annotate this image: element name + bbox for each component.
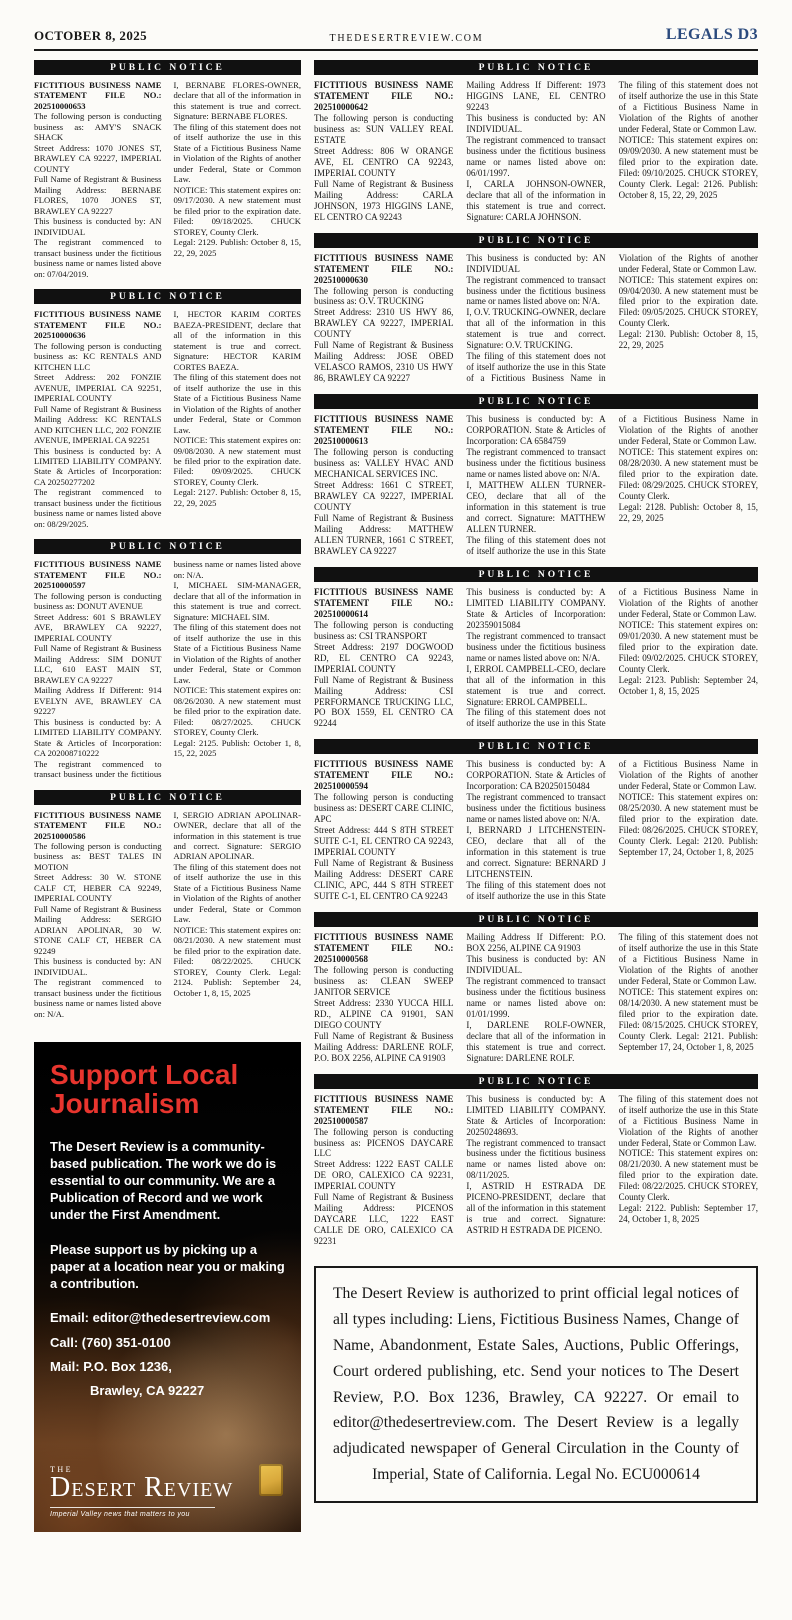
notice-paragraph: Street Address: 444 S 8TH STREET SUITE C-1, EL CENTRO CA 92243, IMPERIAL COUNTY <box>314 825 454 858</box>
notice-title: FICTITIOUS BUSINESS NAME STATEMENT FILE NO.: 202510000597 <box>34 559 162 591</box>
notice-paragraph: This business is conducted by: AN INDIVIDUAL. <box>466 112 606 134</box>
notice-paragraph: I, HECTOR KARIM CORTES BAEZA-PRESIDENT, declare that all of the information in this statement is true and correct. Signature: HECTOR KARIM CORTES BAEZA. <box>173 309 301 372</box>
public-notice-bar <box>314 739 758 754</box>
public-notice-label: PUBLIC NOTICE <box>478 397 594 408</box>
notice-paragraph: NOTICE: This statement expires on: 08/25/2030. A new statement must be filed prior to the expiration date. Filed: 08/26/2025. CHUCK STOREY, County Clerk. Legal: 2120. Publish: September 17, 24, October 1, 8, 2025 <box>618 792 758 858</box>
public-notice-bar <box>34 289 301 304</box>
notice-paragraph: NOTICE: This statement expires on: 09/01/2030. A new statement must be filed prior to the expiration date. Filed: 09/02/2025. CHUCK STOREY, County Clerk. <box>618 619 758 674</box>
authorization-notice-box <box>314 1266 758 1503</box>
website-url: THEDESERTREVIEW.COM <box>329 33 484 44</box>
public-notice-label: PUBLIC NOTICE <box>110 792 225 803</box>
notice-body <box>314 80 758 223</box>
public-notice-bar <box>314 567 758 582</box>
notice-body <box>314 932 758 1064</box>
notice-paragraph: The following person is conducting business as: CSI TRANSPORT <box>314 619 454 641</box>
ad-mail-line2: Brawley, CA 92227 <box>90 1383 205 1399</box>
notice-body <box>34 559 301 779</box>
notice-title: FICTITIOUS BUSINESS NAME STATEMENT FILE NO.: 202510000586 <box>34 809 162 841</box>
ad-body-text: The Desert Review is a community-based publication. The work we do is essential to our community. We are a Publication of Record and we work under the First Amendment. <box>50 1139 277 1223</box>
notice-paragraph: The following person is conducting business as: CLEAN SWEEP JANITOR SERVICE <box>314 964 454 997</box>
notice-paragraph: The filing of this statement does not of itself authorize the use in this State of a Fictitious Business Name in Violation of the Rights of another under Federal, State or Common Law. <box>173 372 301 435</box>
notice-paragraph: I, DARLENE ROLF-OWNER, declare that all of the information in this statement is true and correct. Signature: DARLENE ROLF. <box>466 1019 606 1063</box>
notice-paragraph: The following person is conducting business as: PICENOS DAYCARE LLC <box>314 1126 454 1159</box>
notice-paragraph: The filing of this statement does not of itself authorize the use in this State of a Fictitious Business Name in Violation of the Rights of another under Federal, State or Common Law. <box>173 861 301 925</box>
notice-paragraph: The filing of this statement does not of itself authorize the use in this State of a Fictitious Business Name in Violation of the Rights of another under Federal, State or Common Law. <box>466 586 758 729</box>
notice-paragraph: This business is conducted by: A LIMITED LIABILITY COMPANY. State & Articles of Incorporation: 20250248693. <box>466 1093 606 1137</box>
notice-paragraph: This business is conducted by: AN INDIVIDUAL <box>466 252 606 274</box>
notice-paragraph: This business is conducted by: A CORPORATION. State & Articles of Incorporation: CA 6584759 <box>466 414 606 447</box>
notice-paragraph: Full Name of Registrant & Business Mailing Address: JOSE OBED VELASCO RAMOS, 2310 US HWY 86, BRAWLEY CA 92227 <box>314 340 454 384</box>
authorization-text: The Desert Review is authorized to print official legal notices of all types including: Liens, Fictitious Business Names, Change of Name, Abandonment, Estate Sales, Auctions, Public Offerings, Court ordered publishing, etc. Send your notices to The Desert Review, P.O. Box 1236, Brawley, CA 92227. Or email to editor@thedesertreview.com. The Desert Review is a legally adjudicated newspaper of General Circulation in the County of Imperial, State of California. Legal No. ECU000614 <box>333 1285 739 1484</box>
legal-notice <box>34 289 301 529</box>
notice-paragraph: Street Address: 2330 YUCCA HILL RD., ALPINE CA 91901, SAN DIEGO COUNTY <box>314 997 454 1030</box>
public-notice-label: PUBLIC NOTICE <box>478 235 594 246</box>
notice-paragraph: This business is conducted by: AN INDIVIDUAL. <box>34 956 162 977</box>
notice-paragraph: Mailing Address If Different: 914 EVELYN AVE, BRAWLEY CA 92227 <box>34 685 162 717</box>
legal-notice <box>34 539 301 779</box>
notice-paragraph: Legal: 2128. Publish: October 8, 15, 22, 29, 2025 <box>618 501 758 523</box>
notice-paragraph: Street Address: 2310 US HWY 86, BRAWLEY CA 92227, IMPERIAL COUNTY <box>314 307 454 340</box>
notice-paragraph: The registrant commenced to transact business under the fictitious business name or names listed above on: 07/04/2019. <box>34 237 162 279</box>
notice-paragraph: NOTICE: This statement expires on: 08/21/2030. A new statement must be filed prior to the expiration date. Filed: 08/22/2025. CHUCK STOREY, County Clerk. <box>618 1148 758 1203</box>
legal-notice <box>314 394 758 557</box>
legal-notice <box>314 1074 758 1248</box>
public-notice-label: PUBLIC NOTICE <box>110 292 225 303</box>
notice-paragraph: This business is conducted by: AN INDIVIDUAL <box>34 216 162 237</box>
notice-paragraph: Full Name of Registrant & Business Mailing Address: DARLENE ROLF, P.O. BOX 2256, ALPINE CA 91903 <box>314 1030 454 1063</box>
notice-body <box>34 80 301 279</box>
notice-paragraph: Full Name of Registrant & Business Mailing Address: SIM DONUT LLC, 610 EAST MAIN ST, BRAWLEY CA 92227 <box>34 643 162 685</box>
notice-paragraph: NOTICE: This statement expires on: 08/28/2030. A new statement must be filed prior to the expiration date. Filed: 08/29/2025. CHUCK STOREY, County Clerk. <box>618 447 758 501</box>
notice-paragraph: I, SERGIO ADRIAN APOLINAR-OWNER, declare that all of the information in this statement is true and correct. Signature: SERGIO ADRIAN APOLINAR. <box>173 809 301 862</box>
public-notice-label: PUBLIC NOTICE <box>478 915 594 925</box>
notice-paragraph: NOTICE: This statement expires on: 09/08/2030. A new statement must be filed prior to the expiration date. Filed: 09/09/2025. CHUCK STOREY, County Clerk. <box>173 435 301 487</box>
notice-paragraph: I, BERNABE FLORES-OWNER, declare that all of the information in this statement is true and correct. Signature: BERNABE FLORES. <box>173 80 301 122</box>
gold-seal-badge-icon <box>259 1464 283 1496</box>
notice-paragraph: Street Address: 202 FONZIE AVENUE, IMPERIAL CA 92251, IMPERIAL COUNTY <box>34 372 162 404</box>
public-notice-label: PUBLIC NOTICE <box>478 63 594 73</box>
notice-paragraph: The registrant commenced to transact business under the fictitious business name or names listed above on: 08/11/2025. <box>466 1137 606 1181</box>
notice-paragraph: The registrant commenced to transact business under the fictitious business name or names listed above on: N/A. <box>34 559 301 780</box>
notice-paragraph: Legal: 2122. Publish: September 17, 24, October 1, 8, 2025 <box>618 1203 758 1225</box>
notice-title: FICTITIOUS BUSINESS NAME STATEMENT FILE NO.: 202510000613 <box>314 414 454 447</box>
notice-paragraph: This business is conducted by: A LIMITED LIABILITY COMPANY. State & Articles of Incorporation: CA 202008710222 <box>34 716 162 759</box>
notice-body <box>314 587 758 730</box>
notice-title: FICTITIOUS BUSINESS NAME STATEMENT FILE NO.: 202510000642 <box>314 80 454 112</box>
notice-body <box>34 810 301 1020</box>
legal-notice <box>314 60 758 223</box>
public-notice-label: PUBLIC NOTICE <box>478 569 594 580</box>
left-notices-region <box>34 60 301 1038</box>
notice-paragraph: The following person is conducting business as: SUN VALLEY REAL ESTATE <box>314 112 454 145</box>
notice-paragraph: The filing of this statement does not of itself authorize the use in this State of a Fictitious Business Name in Violation of the Rights of another under Federal, State or Common Law. <box>173 121 301 185</box>
notice-title: FICTITIOUS BUSINESS NAME STATEMENT FILE NO.: 202510000636 <box>34 309 162 341</box>
notice-paragraph: The following person is conducting business as: KC RENTALS AND KITCHEN LLC <box>34 340 162 372</box>
notice-paragraph: The filing of this statement does not of itself authorize the use in this State of a Fictitious Business Name in Violation of the Rights of another under Federal, State or Common Law. <box>466 252 758 384</box>
notice-title: FICTITIOUS BUSINESS NAME STATEMENT FILE NO.: 202510000630 <box>314 252 454 285</box>
public-notice-bar <box>314 912 758 927</box>
legal-notice <box>314 912 758 1064</box>
notice-paragraph: Street Address: 1070 JONES ST, BRAWLEY CA 92227, IMPERIAL COUNTY <box>34 142 162 174</box>
public-notice-bar <box>34 539 301 554</box>
notice-paragraphs <box>34 810 301 1020</box>
section-label: LEGALS D3 <box>665 26 758 43</box>
notice-paragraph: Full Name of Registrant & Business Mailing Address: KC RENTALS AND KITCHEN LLC, 202 FONZIE AVENUE, IMPERIAL CA 92251 <box>34 403 162 446</box>
notice-paragraph: The registrant commenced to transact business under the fictitious business name or names listed above on: N/A. <box>466 447 606 480</box>
legal-notice <box>314 739 758 902</box>
logo-tagline: Imperial Valley news that matters to you <box>50 1507 215 1518</box>
notice-title: FICTITIOUS BUSINESS NAME STATEMENT FILE NO.: 202510000594 <box>314 759 454 792</box>
notice-paragraph: The filing of this statement does not of itself authorize the use in this State of a Fictitious Business Name in Violation of the Rights of another under Federal, State or Common Law. <box>466 414 758 556</box>
public-notice-bar <box>34 790 301 805</box>
notice-paragraph: Legal: 2130. Publish: October 8, 15, 22, 29, 2025 <box>618 329 758 351</box>
notice-paragraph: The registrant commenced to transact business under the fictitious business name or names listed above on: 08/29/2025. <box>34 487 162 529</box>
notice-paragraph: Street Address: 1222 EAST CALLE DE ORO, CALEXICO CA 92231, IMPERIAL COUNTY <box>314 1159 454 1192</box>
notice-paragraph: The following person is conducting business as: BEST TALES IN MOTION <box>34 841 162 872</box>
notice-paragraph: NOTICE: This statement expires on: 08/14/2030. A new statement must be filed prior to the expiration date. Filed: 08/15/2025. CHUCK STOREY, County Clerk. Legal: 2121. Publish: September 17, 24, October 1, 8, 2025 <box>618 986 758 1052</box>
notice-title: FICTITIOUS BUSINESS NAME STATEMENT FILE NO.: 202510000614 <box>314 586 454 619</box>
notice-paragraph: The following person is conducting business as: O.V. TRUCKING <box>314 285 454 307</box>
notice-paragraph: Full Name of Registrant & Business Mailing Address: DESERT CARE CLINIC, APC, 444 S 8TH STREET SUITE C-1, EL CENTRO CA 92243 <box>314 858 454 902</box>
ad-phone: Call: (760) 351-0100 <box>50 1334 171 1350</box>
notice-paragraph: Mailing Address If Different: 1973 HIGGINS LANE, EL CENTRO 92243 <box>466 80 606 112</box>
notice-paragraph: Street Address: 30 W. STONE CALF CT, HEBER CA 92249, IMPERIAL COUNTY <box>34 872 162 904</box>
notice-body <box>314 1094 758 1248</box>
ad-support-text: Please support us by picking up a paper at a location near you or making a contribution. <box>50 1242 285 1292</box>
notice-paragraph: The filing of this statement does not of itself authorize the use in this State of a Fictitious Business Name in Violation of the Rights of another under Federal, State or Common Law. <box>618 932 758 986</box>
notice-paragraph: NOTICE: This statement expires on: 09/09/2030. A new statement must be filed prior to the expiration date. Filed: 09/10/2025. CHUCK STOREY, County Clerk. Legal: 2126. Publish: October 8, 15, 22, 29, 2025 <box>618 134 758 200</box>
notice-paragraph: NOTICE: This statement expires on: 09/04/2030. A new statement must be filed prior to the expiration date. Filed: 09/05/2025. CHUCK STOREY, County Clerk. <box>618 274 758 329</box>
notice-paragraph: Full Name of Registrant & Business Mailing Address: MATTHEW ALLEN TURNER, 1661 C STREET, BRAWLEY CA 92227 <box>314 512 454 556</box>
ad-mail-line1: Mail: P.O. Box 1236, <box>50 1358 172 1374</box>
public-notice-bar <box>314 233 758 248</box>
notice-paragraph: Legal: 2127. Publish: October 8, 15, 22, 29, 2025 <box>173 487 301 508</box>
notice-paragraph: NOTICE: This statement expires on: 09/17/2030. A new statement must be filed prior to the expiration date. Filed: 09/18/2025. CHUCK STOREY, County Clerk. <box>173 184 301 237</box>
notice-paragraph: NOTICE: This statement expires on: 08/26/2030. A new statement must be filed prior to the expiration date. Filed: 08/27/2025. CHUCK STOREY, County Clerk. <box>173 685 301 738</box>
notice-title: FICTITIOUS BUSINESS NAME STATEMENT FILE NO.: 202510000587 <box>314 1093 454 1126</box>
notice-body <box>34 309 301 529</box>
notice-paragraph: Street Address: 2197 DOGWOOD RD, EL CENTRO CA 92243, IMPERIAL COUNTY <box>314 641 454 674</box>
notice-paragraph: Full Name of Registrant & Business Mailing Address: BERNABE FLORES, 1070 JONES ST, BRAWLEY CA 92227 <box>34 174 162 216</box>
notice-title: FICTITIOUS BUSINESS NAME STATEMENT FILE NO.: 202510000653 <box>34 80 162 111</box>
notice-paragraph: Street Address: 806 W ORANGE AVE, EL CENTRO CA 92243, IMPERIAL COUNTY <box>314 145 454 178</box>
right-notices-region <box>314 60 758 1264</box>
notice-paragraph: The filing of this statement does not of itself authorize the use in this State of a Fictitious Business Name in Violation of the Rights of another under Federal, State or Common Law. <box>618 80 758 134</box>
support-local-journalism-ad <box>34 1042 301 1532</box>
notice-paragraph: NOTICE: This statement expires on: 08/21/2030. A new statement must be filed prior to the expiration date. Filed: 08/22/2025. CHUCK STOREY, County Clerk. Legal: 2124. Publish: September 24, October 1, 8, 15, 2025 <box>173 924 301 998</box>
legal-notice <box>314 233 758 385</box>
notice-paragraph: The registrant commenced to transact business under the fictitious business name or names listed above on: 06/01/1997. <box>466 134 606 178</box>
desert-review-logo <box>50 1465 285 1518</box>
notice-paragraph: The registrant commenced to transact business under the fictitious business name or names listed above on: N/A. <box>34 977 162 1019</box>
notice-paragraph: The registrant commenced to transact business under the fictitious business name or names listed above on: N/A. <box>466 792 606 825</box>
notice-paragraph: Legal: 2129. Publish: October 8, 15, 22, 29, 2025 <box>173 237 301 258</box>
notice-paragraph: I, BERNARD J LITCHENSTEIN-CEO, declare that all of the information in this statement is true and correct. Signature: BERNARD J LITCHENSTEIN. <box>466 825 606 880</box>
public-notice-label: PUBLIC NOTICE <box>110 542 225 553</box>
notice-body <box>314 759 758 902</box>
notice-paragraph: Legal: 2125. Publish: October 1, 8, 15, 22, 2025 <box>173 737 301 759</box>
notice-paragraph: I, MICHAEL SIM-MANAGER, declare that all of the information in this statement is true and correct. Signature: MICHAEL SIM. <box>173 580 301 622</box>
notice-paragraph: Full Name of Registrant & Business Mailing Address: CSI PERFORMANCE TRUCKING LLC, PO BOX 1559, EL CENTRO CA 92244 <box>314 674 454 729</box>
notice-paragraph: Full Name of Registrant & Business Mailing Address: SERGIO ADRIAN APOLINAR, 30 W. STONE CALF CT, HEBER CA 92249 <box>34 903 162 956</box>
legal-notice <box>34 790 301 1020</box>
public-notice-bar <box>314 394 758 409</box>
ad-email: Email: editor@thedesertreview.com <box>50 1310 271 1326</box>
issue-date: OCTOBER 8, 2025 <box>34 28 148 43</box>
notice-paragraph: The registrant commenced to transact business under the fictitious business name or names listed above on: N/A. <box>466 630 606 663</box>
notice-paragraph: Mailing Address If Different: P.O. BOX 2256, ALPINE CA 91903 <box>466 932 606 953</box>
notice-paragraph: I, ASTRID H ESTRADA DE PICENO-PRESIDENT, declare that all of the information in this statement is true and correct. Signature: ASTRID H ESTRADA DE PICENO. <box>466 1181 606 1236</box>
notice-paragraph: The registrant commenced to transact business under the fictitious business name or names listed above on: 01/01/1999. <box>466 975 606 1019</box>
public-notice-bar <box>314 60 758 75</box>
notice-paragraph: The filing of this statement does not of itself authorize the use in this State of a Fictitious Business Name in Violation of the Rights of another under Federal, State or Common Law. <box>173 622 301 685</box>
notice-paragraph: Street Address: 601 S BRAWLEY AVE, BRAWLEY CA 92227, IMPERIAL COUNTY <box>34 611 162 643</box>
legal-notice <box>314 567 758 730</box>
notice-paragraph: This business is conducted by: A LIMITED LIABILITY COMPANY. State & Articles of Incorporation: CA 20250277202 <box>34 445 162 487</box>
logo-name-text: Desert Review <box>50 1472 234 1504</box>
public-notice-label: PUBLIC NOTICE <box>478 742 594 753</box>
notice-paragraph: I, CARLA JOHNSON-OWNER, declare that all of the information in this statement is true and correct. Signature: CARLA JOHNSON. <box>466 178 606 222</box>
public-notice-label: PUBLIC NOTICE <box>110 63 225 73</box>
ad-headline: Support Local Journalism <box>50 1059 239 1120</box>
public-notice-bar <box>314 1074 758 1089</box>
legal-notice <box>34 60 301 279</box>
notice-paragraph: The following person is conducting business as: DESERT CARE CLINIC, APC <box>314 792 454 825</box>
notice-paragraphs <box>34 559 301 779</box>
notice-paragraph: The following person is conducting business as: AMY'S SNACK SHACK <box>34 111 162 143</box>
notice-title: FICTITIOUS BUSINESS NAME STATEMENT FILE NO.: 202510000568 <box>314 932 454 964</box>
logo-the-text: THE <box>50 1465 74 1475</box>
public-notice-bar <box>34 60 301 75</box>
notice-paragraph: Full Name of Registrant & Business Mailing Address: CARLA JOHNSON, 1973 HIGGINS LANE, EL CENTRO CA 92243 <box>314 178 454 222</box>
notice-paragraph: This business is conducted by: A LIMITED LIABILITY COMPANY. State & Articles of Incorporation: 202359015084 <box>466 586 606 630</box>
notice-paragraph: This business is conducted by: AN INDIVIDUAL. <box>466 953 606 975</box>
masthead <box>34 16 758 51</box>
notice-paragraph: The filing of this statement does not of itself authorize the use in this State of a Fictitious Business Name in Violation of the Rights of another under Federal, State or Common Law. <box>466 759 758 902</box>
notice-paragraph: Street Address: 1661 C STREET, BRAWLEY CA 92227, IMPERIAL COUNTY <box>314 480 454 512</box>
notice-paragraph: The registrant commenced to transact business under the fictitious business name or names listed above on: N/A. <box>466 274 606 307</box>
notice-paragraph: The following person is conducting business as: VALLEY HVAC AND MECHANICAL SERVICES INC. <box>314 447 454 480</box>
notice-paragraph: The filing of this statement does not of itself authorize the use in this State of a Fictitious Business Name in Violation of the Rights of another under Federal, State or Common Law. <box>618 1093 758 1148</box>
notice-paragraph: I, O.V. TRUCKING-OWNER, declare that all of the information in this statement is true and correct. Signature: O.V. TRUCKING. <box>466 307 606 351</box>
notice-body <box>314 253 758 385</box>
notice-paragraph: This business is conducted by: A CORPORATION. State & Articles of Incorporation: CA B20250150484 <box>466 759 606 792</box>
notice-paragraph: The following person is conducting business as: DONUT AVENUE <box>34 590 162 612</box>
notice-paragraph: Legal: 2123. Publish: September 24, October 1, 8, 15, 2025 <box>618 674 758 696</box>
notice-paragraph: Full Name of Registrant & Business Mailing Address: PICENOS DAYCARE LLC, 1222 EAST CALLE DE ORO, CALEXICO CA 92231 <box>314 1192 454 1247</box>
notice-paragraphs <box>34 309 301 529</box>
public-notice-label: PUBLIC NOTICE <box>478 1076 594 1087</box>
notice-paragraph: I, MATTHEW ALLEN TURNER-CEO, declare that all of the information in this statement is true and correct. Signature: MATTHEW ALLEN TURNER. <box>466 480 606 534</box>
notice-body <box>314 414 758 557</box>
notice-paragraph: I, ERROL CAMPBELL-CEO, declare that all of the information in this statement is true and correct. Signature: ERROL CAMPBELL. <box>466 663 606 707</box>
